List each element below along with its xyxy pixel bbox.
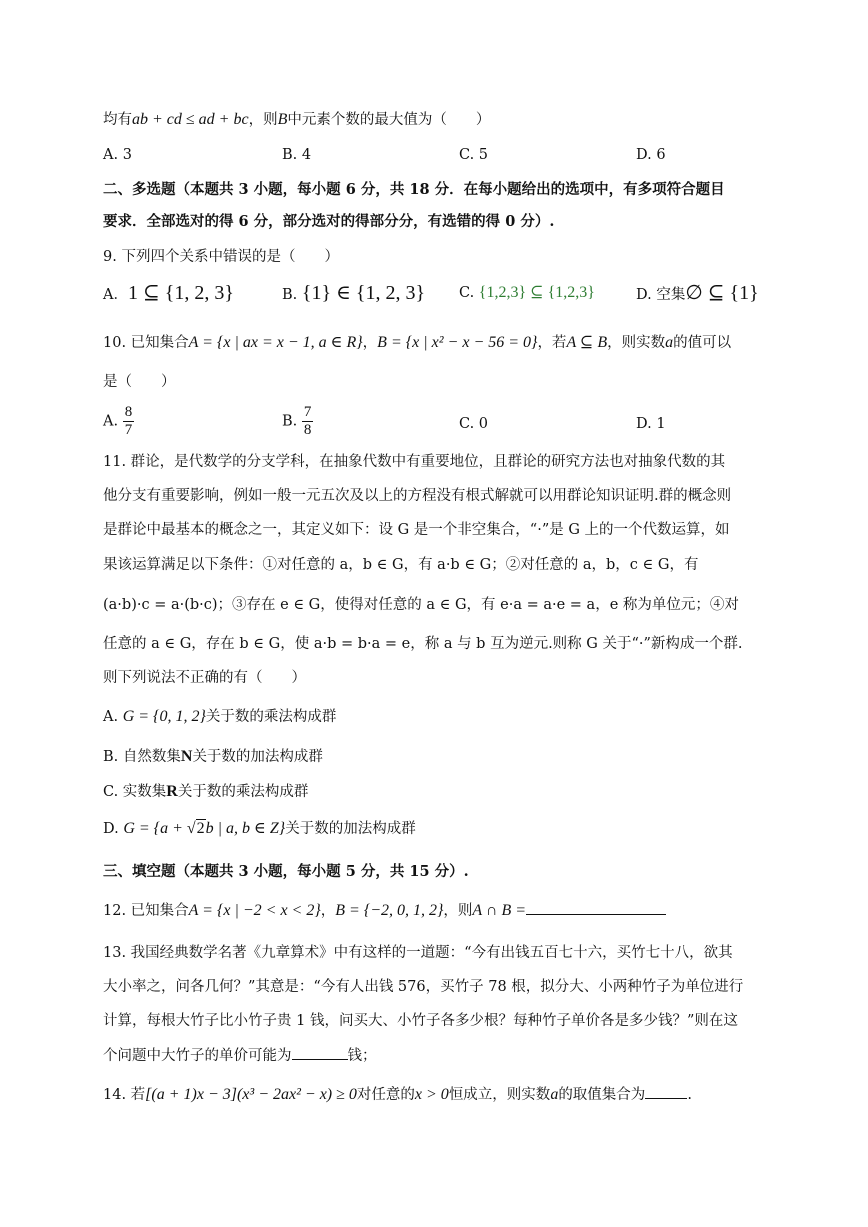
q11-option-b[interactable]: B. 自然数集N关于数的加法构成群	[103, 748, 323, 765]
q8-option-d[interactable]: D. 6	[636, 147, 666, 163]
q10-option-b[interactable]: B. $\frac{7}{8}$	[282, 404, 312, 438]
q13-line-3: 计算，每根大竹子比小竹子贵 1 钱，问买大、小竹子各多少根？每种竹子单价各是多少钱？”则在这	[103, 1013, 738, 1029]
q10-option-c[interactable]: C. 0	[459, 416, 489, 432]
q12-stem: 12. 已知集合A = {x | −2 < x < 2}，B = {−2, 0, 1, 2}，则A ∩ B =	[103, 900, 666, 921]
fraction: $\frac{7}{8}$	[303, 404, 312, 438]
q13-line-2: 大小率之，问各几何？”其意是：“今有人出钱 576，买竹子 78 根，拟分大、小两种竹子为单位进行	[103, 979, 744, 995]
q10-option-a[interactable]: A. $\frac{8}{7}$	[103, 404, 133, 438]
q11-line-1: 11. 群论，是代数学的分支学科，在抽象代数中有重要地位，且群论的研究方法也对抽象代数的其	[103, 454, 726, 470]
q8-option-b[interactable]: B. 4	[282, 147, 312, 163]
fraction: $\frac{8}{7}$	[124, 404, 133, 438]
q13-answer-blank[interactable]	[292, 1045, 348, 1060]
q8-option-c[interactable]: C. 5	[459, 147, 489, 163]
q11-line-4: 果该运算满足以下条件：①对任意的 a，b ∈ G，有 a·b ∈ G；②对任意的 a，b，c ∈ G，有	[103, 557, 699, 573]
q11-line-7: 则下列说法不正确的有（ ）	[103, 670, 306, 686]
q9-option-c[interactable]: C. {1,2,3} ⊆ {1,2,3}	[459, 284, 595, 301]
q11-line-6: 任意的 a ∈ G，存在 b ∈ G，使 a·b = b·a = e，称 a 与 b 互为逆元.则称 G 关于“·”新构成一个群.	[103, 636, 743, 652]
q9-option-a[interactable]: A．1 ⊆ {1, 2, 3}	[103, 282, 234, 304]
q11-line-2: 他分支有重要影响，例如一般一元五次及以上的方程没有根式解就可以用群论知识证明.群的概念则	[103, 488, 732, 504]
q11-option-c[interactable]: C. 实数集R关于数的乘法构成群	[103, 783, 309, 800]
sqrt-symbol: √2	[186, 820, 205, 837]
q10-option-d[interactable]: D. 1	[636, 416, 666, 432]
q13-line-1: 13. 我国经典数学名著《九章算术》中有这样的一道题：“今有出钱五百七十六，买竹七十八，欲其	[103, 945, 733, 961]
section-2-heading: 二、多选题（本题共 3 小题，每小题 6 分，共 18 分．在每小题给出的选项中，有多项符合题目	[103, 181, 725, 198]
section-2-heading-cont: 要求．全部选对的得 6 分，部分选对的得部分分，有选错的得 0 分）.	[103, 213, 555, 230]
q11-option-d[interactable]: D. G = {a + √2b | a, b ∈ Z}关于数的加法构成群	[103, 820, 416, 837]
q11-line-5: (a·b)·c = a·(b·c)；③存在 e ∈ G，使得对任意的 a ∈ G，有 e·a = a·e = a，e 称为单位元；④对	[103, 597, 739, 613]
q9-option-d[interactable]: D. 空集∅ ⊆ {1}	[636, 282, 759, 304]
q8-stem-line: 均有ab + cd ≤ ad + bc，则B中元素个数的最大值为（ ）	[103, 111, 491, 128]
q9-option-b[interactable]: B. {1} ∈ {1, 2, 3}	[282, 282, 426, 304]
q14-answer-blank[interactable]	[645, 1084, 687, 1099]
section-3-heading: 三、填空题（本题共 3 小题，每小题 5 分，共 15 分）.	[103, 863, 469, 880]
q11-option-a[interactable]: A. G = {0, 1, 2}关于数的乘法构成群	[103, 708, 337, 725]
q8-option-a[interactable]: A. 3	[103, 147, 132, 163]
q9-stem: 9. 下列四个关系中错误的是（ ）	[103, 249, 339, 265]
q12-answer-blank[interactable]	[526, 900, 666, 915]
q10-stem: 10. 已知集合A = {x | ax = x − 1, a ∈ R}，B = {x | x² − x − 56 = 0}，若A ⊆ B，则实数a的值可以	[103, 334, 732, 351]
q11-line-3: 是群论中最基本的概念之一，其定义如下：设 G 是一个非空集合，“·”是 G 上的一个代数运算，如	[103, 522, 730, 538]
q14-stem: 14. 若[(a + 1)x − 3](x³ − 2ax² − x) ≥ 0对任意的x > 0恒成立，则实数a的取值集合为 .	[103, 1086, 692, 1103]
q13-line-4: 个问题中大竹子的单价可能为 钱；	[103, 1045, 377, 1066]
q10-stem-cont: 是（ ）	[103, 374, 176, 390]
